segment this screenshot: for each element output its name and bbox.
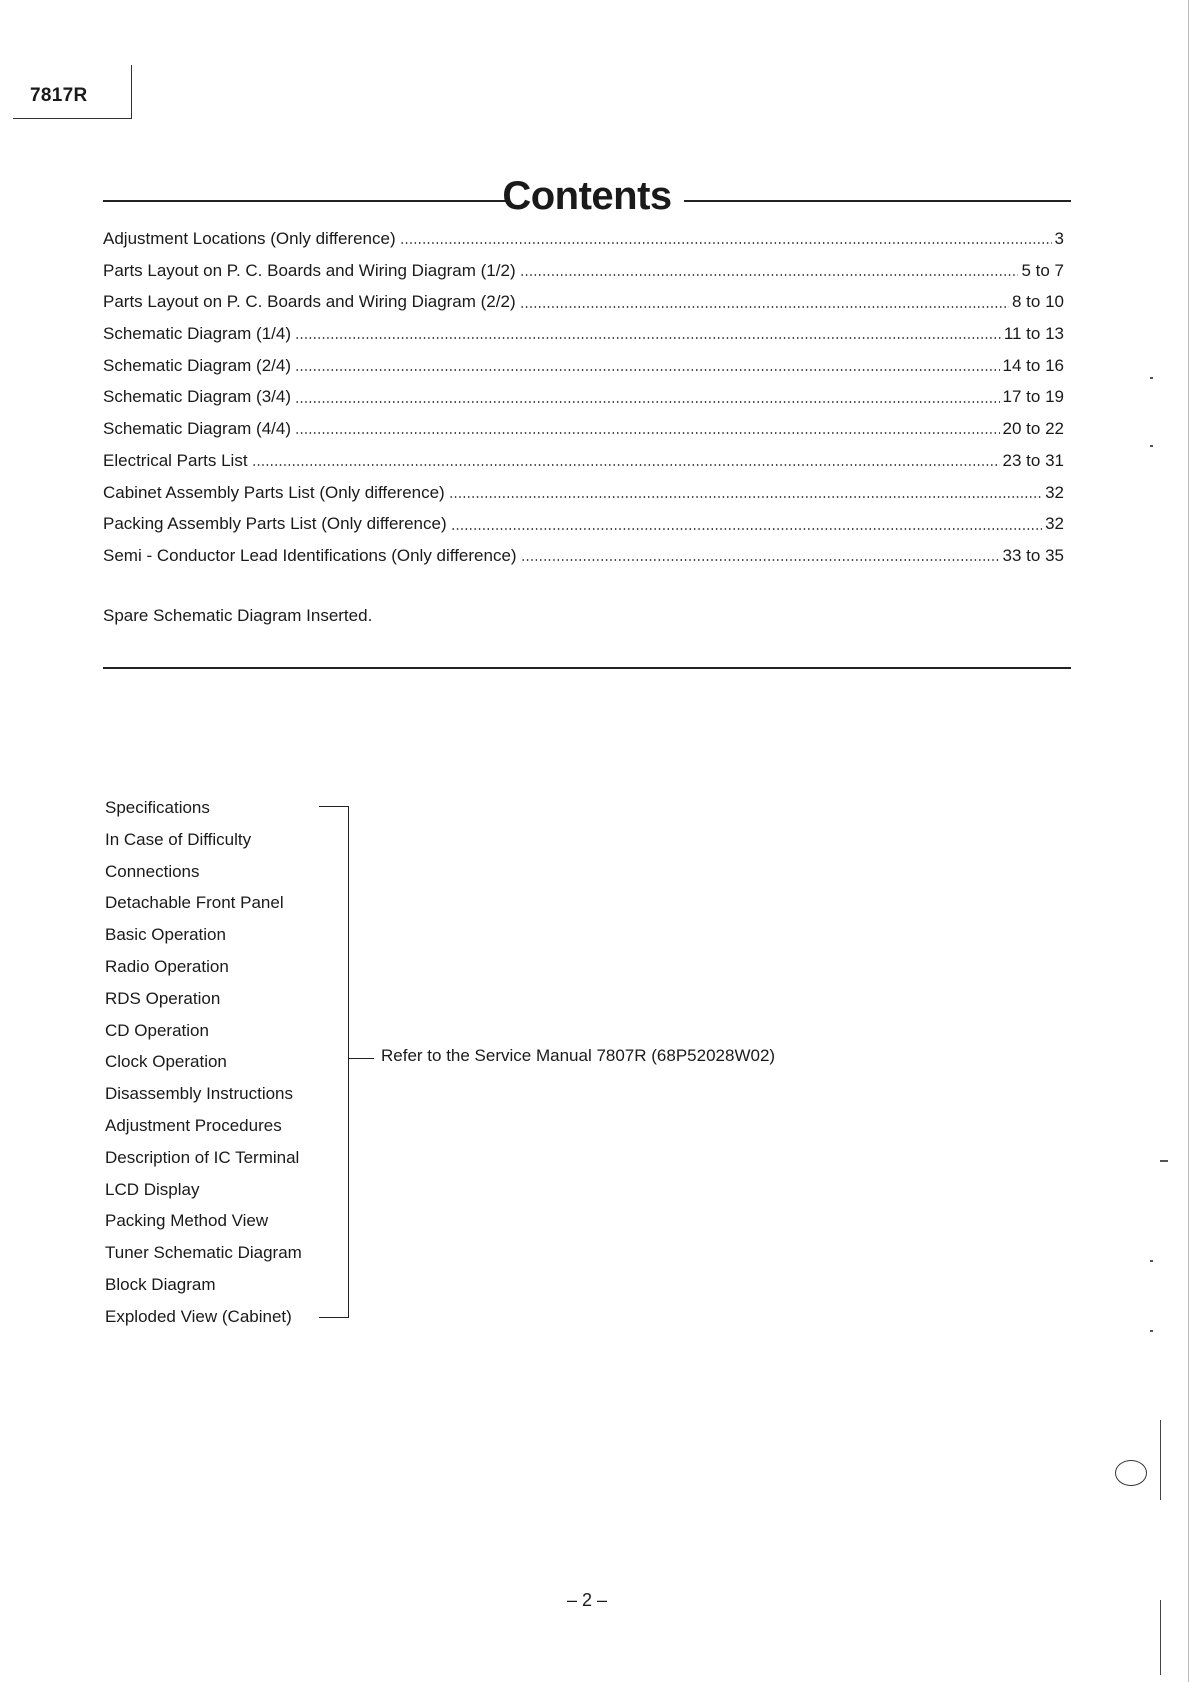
model-number: 7817R <box>30 85 88 106</box>
toc-page: 3 <box>1054 229 1064 248</box>
toc-label: Electrical Parts List <box>103 450 248 470</box>
toc-label: Semi - Conductor Lead Identifications (Only difference) <box>103 545 517 565</box>
referenced-sections-list <box>105 792 302 1333</box>
toc-leader <box>252 464 1000 466</box>
toc-label: Schematic Diagram (1/4) <box>103 324 292 344</box>
toc-leader <box>295 337 1001 339</box>
toc-leader <box>295 369 1000 371</box>
scan-edge-mark <box>1150 445 1153 447</box>
toc-row <box>103 445 1064 477</box>
toc-page: 32 <box>1045 514 1064 534</box>
model-rule-vertical <box>131 65 132 119</box>
page-title: Contents <box>502 174 672 218</box>
spare-note: Spare Schematic Diagram Inserted. <box>103 606 373 625</box>
toc-page: 5 to 7 <box>1021 260 1064 280</box>
toc-row <box>103 477 1064 509</box>
toc-row <box>103 286 1064 318</box>
ring-icon <box>1115 1460 1147 1486</box>
toc-label: Parts Layout on P. C. Boards and Wiring Diagram (1/2) <box>103 260 516 280</box>
toc-label: Schematic Diagram (4/4) <box>103 419 292 439</box>
toc-row <box>103 540 1064 572</box>
toc-leader <box>521 559 1000 561</box>
toc-row <box>103 318 1064 350</box>
bracket-pointer <box>348 1058 374 1059</box>
model-rule-horizontal <box>13 118 131 119</box>
scan-edge-mark <box>1160 1600 1161 1675</box>
toc-page: 17 to 19 <box>1002 387 1064 407</box>
toc-page: 8 to 10 <box>1012 292 1064 312</box>
toc-label: Packing Assembly Parts List (Only difference) <box>103 514 447 534</box>
list-item: Specifications <box>105 798 210 817</box>
list-item: CD Operation <box>105 1020 209 1040</box>
toc-leader <box>295 401 1000 403</box>
list-item: Disassembly Instructions <box>105 1084 294 1104</box>
list-item: Basic Operation <box>105 925 226 945</box>
list-item: Packing Method View <box>105 1211 269 1231</box>
list-item: Detachable Front Panel <box>105 893 284 913</box>
list-item: LCD Display <box>105 1179 200 1199</box>
page-number: – 2 – <box>566 1590 608 1610</box>
scan-edge-mark <box>1188 0 1189 1682</box>
list-item: Radio Operation <box>105 956 229 976</box>
bracket-bottom-tick <box>319 1317 349 1318</box>
toc-leader <box>295 432 1000 434</box>
list-item: Block Diagram <box>105 1274 216 1294</box>
toc-row <box>103 508 1064 540</box>
list-item: Adjustment Procedures <box>105 1115 282 1135</box>
scan-edge-mark <box>1150 1260 1153 1262</box>
toc-page: 14 to 16 <box>1002 355 1064 375</box>
toc-page: 32 <box>1045 482 1064 502</box>
bracket-vertical <box>348 806 349 1318</box>
scan-edge-mark <box>1150 377 1153 379</box>
list-item: RDS Operation <box>105 988 221 1008</box>
section-divider <box>103 667 1071 669</box>
toc-leader <box>400 242 1052 244</box>
title-row <box>103 170 1071 226</box>
list-item: Description of IC Terminal <box>105 1147 300 1167</box>
toc-page: 11 to 13 <box>1003 324 1064 344</box>
toc-row <box>103 381 1064 413</box>
toc-row <box>103 413 1064 445</box>
refer-note: Refer to the Service Manual 7807R (68P52028W02) <box>381 1046 776 1065</box>
title-rule-right <box>684 200 1071 202</box>
list-item: Exploded View (Cabinet) <box>105 1306 292 1326</box>
toc-row <box>103 350 1064 382</box>
toc-leader <box>520 274 1019 276</box>
bracket-top-tick <box>319 806 349 807</box>
list-item: Tuner Schematic Diagram <box>105 1243 302 1263</box>
list-item: Connections <box>105 861 200 881</box>
toc-page: 23 to 31 <box>1002 450 1064 470</box>
list-item: In Case of Difficulty <box>105 829 252 849</box>
scan-edge-mark <box>1160 1160 1168 1162</box>
toc-page: 33 to 35 <box>1002 545 1064 565</box>
toc-label: Adjustment Locations (Only difference) <box>103 229 396 248</box>
toc-leader <box>520 306 1009 308</box>
toc-label: Schematic Diagram (3/4) <box>103 387 292 407</box>
toc-leader <box>451 528 1042 530</box>
scan-edge-mark <box>1160 1420 1161 1500</box>
toc-row <box>103 223 1064 255</box>
list-item: Clock Operation <box>105 1052 227 1072</box>
table-of-contents <box>103 223 1064 572</box>
toc-label: Schematic Diagram (2/4) <box>103 355 292 375</box>
scan-edge-mark <box>1150 1330 1153 1332</box>
toc-label: Cabinet Assembly Parts List (Only difference) <box>103 482 445 502</box>
toc-row <box>103 255 1064 287</box>
toc-leader <box>449 496 1042 498</box>
toc-label: Parts Layout on P. C. Boards and Wiring Diagram (2/2) <box>103 292 516 312</box>
toc-page: 20 to 22 <box>1002 419 1064 439</box>
